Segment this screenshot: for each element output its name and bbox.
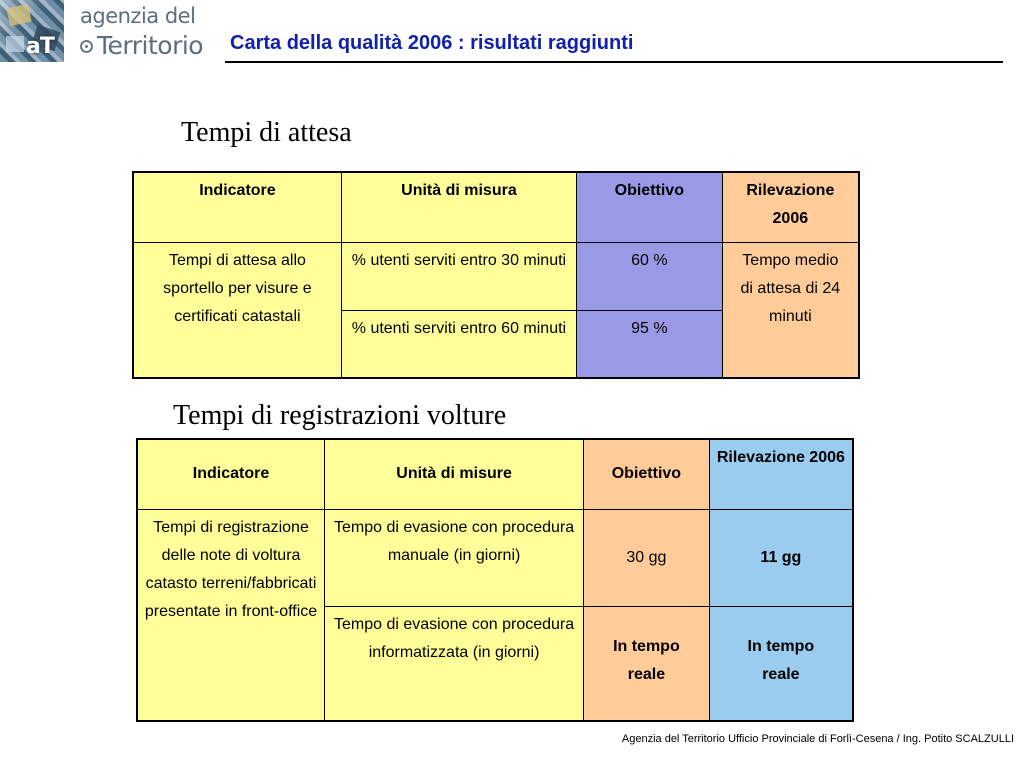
target-cell: In tempo reale (584, 606, 710, 721)
logo-text-territorio: Territorio (97, 31, 204, 60)
agency-logo-image (0, 0, 64, 62)
target-cell: 30 gg (584, 509, 710, 606)
target-cell: 95 % (576, 310, 722, 378)
unit-cell: % utenti serviti entro 30 minuti (341, 242, 576, 310)
logo-text-agenzia: agenzia del (80, 4, 196, 28)
result-cell: In tempo reale (709, 606, 853, 721)
table-header-row (137, 439, 853, 509)
logo-mark: aT (26, 34, 54, 59)
footer-credit: Agenzia del Territorio Ufficio Provinciale di Forlì-Cesena / Ing. Potito SCALZULLI (621, 733, 1014, 745)
header-indicatore: Indicatore (137, 439, 325, 509)
unit-cell: Tempo di evasione con procedura informatizzata (in giorni) (325, 606, 584, 721)
table-row (137, 509, 853, 606)
unit-cell: Tempo di evasione con procedura manuale (in giorni) (325, 509, 584, 606)
header-rilevazione: Rilevazione 2006 (709, 439, 853, 509)
header-divider (225, 61, 1003, 63)
header-unita: Unità di misure (325, 439, 584, 509)
indicator-cell: Tempi di registrazione delle note di voltura catasto terreni/fabbricati presentate in front-office (137, 509, 325, 721)
target-cell: 60 % (576, 242, 722, 310)
header-obiettivo: Obiettivo (576, 172, 722, 242)
emblem-icon (80, 40, 93, 53)
table-tempi-attesa (132, 171, 860, 379)
section-title-attesa: Tempi di attesa (181, 117, 352, 148)
section-title-volture: Tempi di registrazioni volture (173, 400, 507, 431)
unit-cell: % utenti serviti entro 60 minuti (341, 310, 576, 378)
header-indicatore: Indicatore (133, 172, 341, 242)
result-cell: Tempo medio di attesa di 24 minuti (722, 242, 859, 378)
table-registrazioni-volture (136, 438, 854, 722)
table-row (133, 242, 859, 310)
indicator-cell: Tempi di attesa allo sportello per visure e certificati catastali (133, 242, 341, 378)
header-obiettivo: Obiettivo (584, 439, 710, 509)
page-title: Carta della qualità 2006 : risultati raggiunti (230, 32, 634, 54)
result-cell: 11 gg (709, 509, 853, 606)
header-unita: Unità di misura (341, 172, 576, 242)
header-rilevazione: Rilevazione 2006 (722, 172, 859, 242)
table-header-row (133, 172, 859, 242)
